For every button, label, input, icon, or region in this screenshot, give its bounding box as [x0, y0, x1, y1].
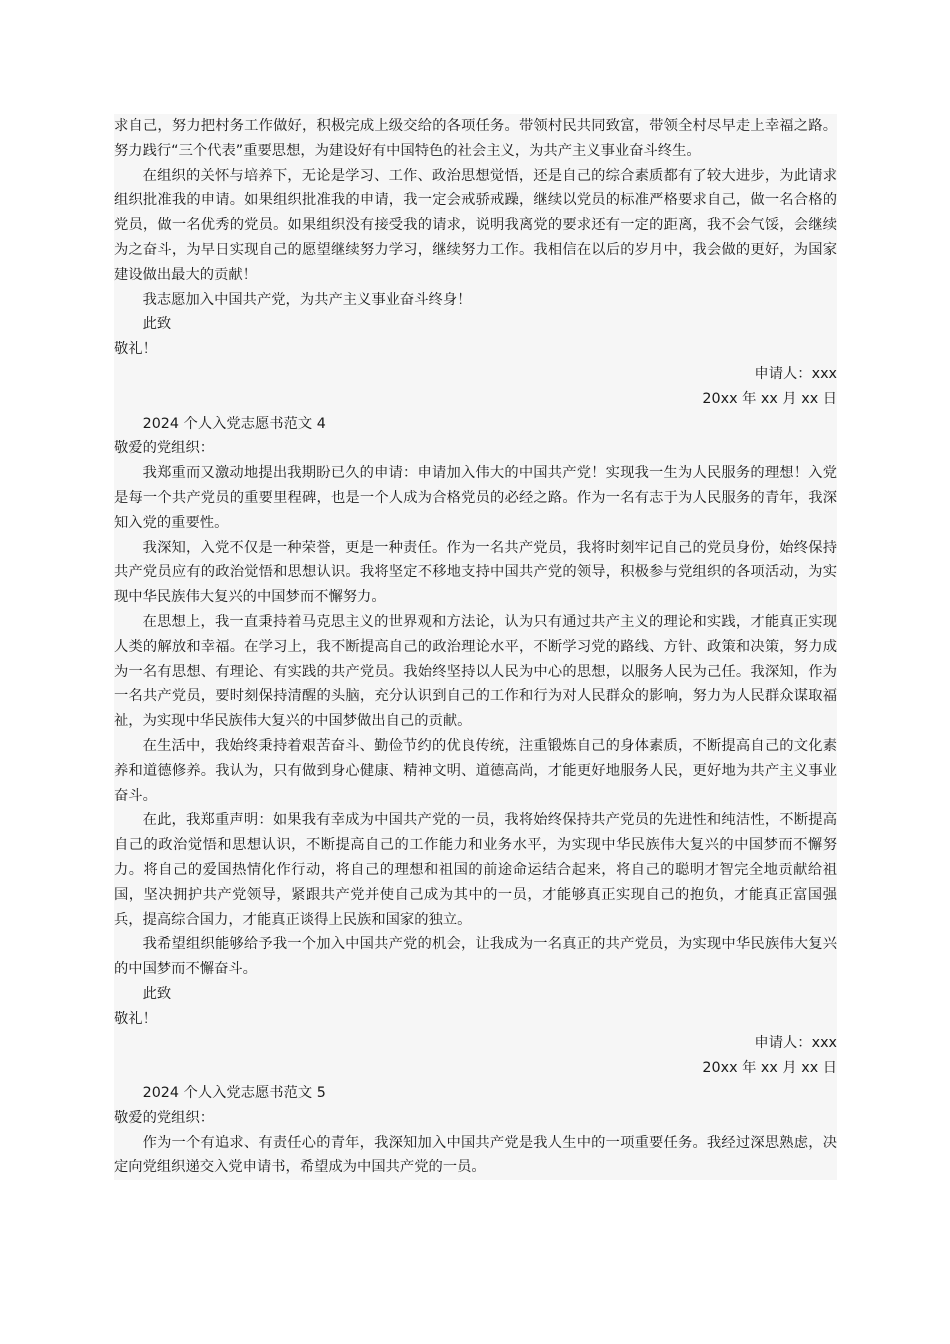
- closing-salutation: 此致: [142, 316, 172, 333]
- greeting: 敬爱的党组织：: [114, 440, 215, 457]
- closing-regards: 敬礼！: [114, 1010, 157, 1027]
- paragraph: 在此，我郑重声明：如果我有幸成为中国共产党的一员，我将始终保持共产党员的先进性和纯洁性，不断提高自己的政治觉悟和思想认识，不断提高自己的工作能力和业务水平，为实现中华民族伟大复兴的中国梦而不懈努力。将自己的爱国热情化作行动，将自己的理想和祖国的前途命运结合起来，将自己的聪明才智完全地贡献给祖国，坚决拥护共产党领导，紧跟共产党并使自己成为其中的一员，才能够真正实现自己的抱负，才能真正富国强兵，提高综合国力，才能真正谈得上民族和国家的独立。: [114, 812, 837, 928]
- paragraph: 在组织的关怀与培养下，无论是学习、工作、政治思想觉悟，还是自己的综合素质都有了较大进步，为此请求组织批准我的申请。如果组织批准我的申请，我一定会戒骄戒躁，继续以党员的标准严格要求自己，做一名合格的党员，做一名优秀的党员。如果组织没有接受我的请求，说明我离党的要求还有一定的距离，我不会气馁，会继续为之奋斗，为早日实现自己的愿望继续努力学习，继续努力工作。我相信在以后的岁月中，我会做的更好，为国家建设做出最大的贡献！: [114, 167, 837, 283]
- paragraph: 我郑重而又激动地提出我期盼已久的申请：申请加入伟大的中国共产党！实现我一生为人民服务的理想！入党是每一个共产党员的重要里程碑，也是一个人成为合格党员的必经之路。作为一名有志于为人民服务的青年，我深知入党的重要性。: [114, 465, 837, 531]
- signature-date: 20xx 年 xx 月 xx 日: [702, 1060, 837, 1077]
- paragraph: 作为一个有追求、有责任心的青年，我深知加入中国共产党是我人生中的一项重要任务。我经过深思熟虑，决定向党组织递交入党申请书，希望成为中国共产党的一员。: [114, 1134, 837, 1176]
- document-body: [114, 114, 837, 1180]
- greeting: 敬爱的党组织：: [114, 1109, 215, 1126]
- paragraph: 我深知，入党不仅是一种荣誉，更是一种责任。作为一名共产党员，我将时刻牢记自己的党员身份，始终保持共产党员应有的政治觉悟和思想认识。我将坚定不移地支持中国共产党的领导，积极参与党组织的各项活动，为实现中华民族伟大复兴的中国梦而不懈努力。: [114, 539, 837, 606]
- applicant-signature: 申请人：xxx: [754, 1035, 837, 1052]
- signature-date: 20xx 年 xx 月 xx 日: [702, 390, 837, 407]
- closing-salutation: 此致: [142, 985, 172, 1002]
- paragraph: 在生活中，我始终秉持着艰苦奋斗、勤俭节约的优良传统，注重锻炼自己的身体素质，不断提高自己的文化素养和道德修养。我认为，只有做到身心健康、精神文明、道德高尚，才能更好地服务人民，更好地为共产主义事业奋斗。: [114, 737, 837, 804]
- paragraph: 在思想上，我一直秉持着马克思主义的世界观和方法论，认为只有通过共产主义的理论和实践，才能真正实现人类的解放和幸福。在学习上，我不断提高自己的政治理论水平，不断学习党的路线、方针、政策和决策，努力成为一名有思想、有理论、有实践的共产党员。我始终坚持以人民为中心的思想，以服务人民为己任。我深知，作为一名共产党员，要时刻保持清醒的头脑，充分认识到自己的工作和行为对人民群众的影响，努力为人民群众谋取福祉，为实现中华民族伟大复兴的中国梦做出自己的贡献。: [114, 613, 837, 730]
- paragraph: 我希望组织能够给予我一个加入中国共产党的机会，让我成为一名真正的共产党员，为实现中华民族伟大复兴的中国梦而不懈奋斗。: [114, 936, 837, 978]
- applicant-signature: 申请人：xxx: [754, 365, 837, 382]
- closing-regards: 敬礼！: [114, 341, 157, 358]
- section-heading: 2024 个人入党志愿书范文 5: [142, 1085, 326, 1102]
- paragraph: 求自己，努力把村务工作做好，积极完成上级交给的各项任务。带领村民共同致富，带领全村尽早走上幸福之路。努力践行“三个代表”重要思想，为建设好有中国特色的社会主义，为共产主义事业奋斗终生。: [114, 118, 837, 159]
- paragraph: 我志愿加入中国共产党，为共产主义事业奋斗终身！: [142, 291, 472, 308]
- section-heading: 2024 个人入党志愿书范文 4: [142, 415, 326, 432]
